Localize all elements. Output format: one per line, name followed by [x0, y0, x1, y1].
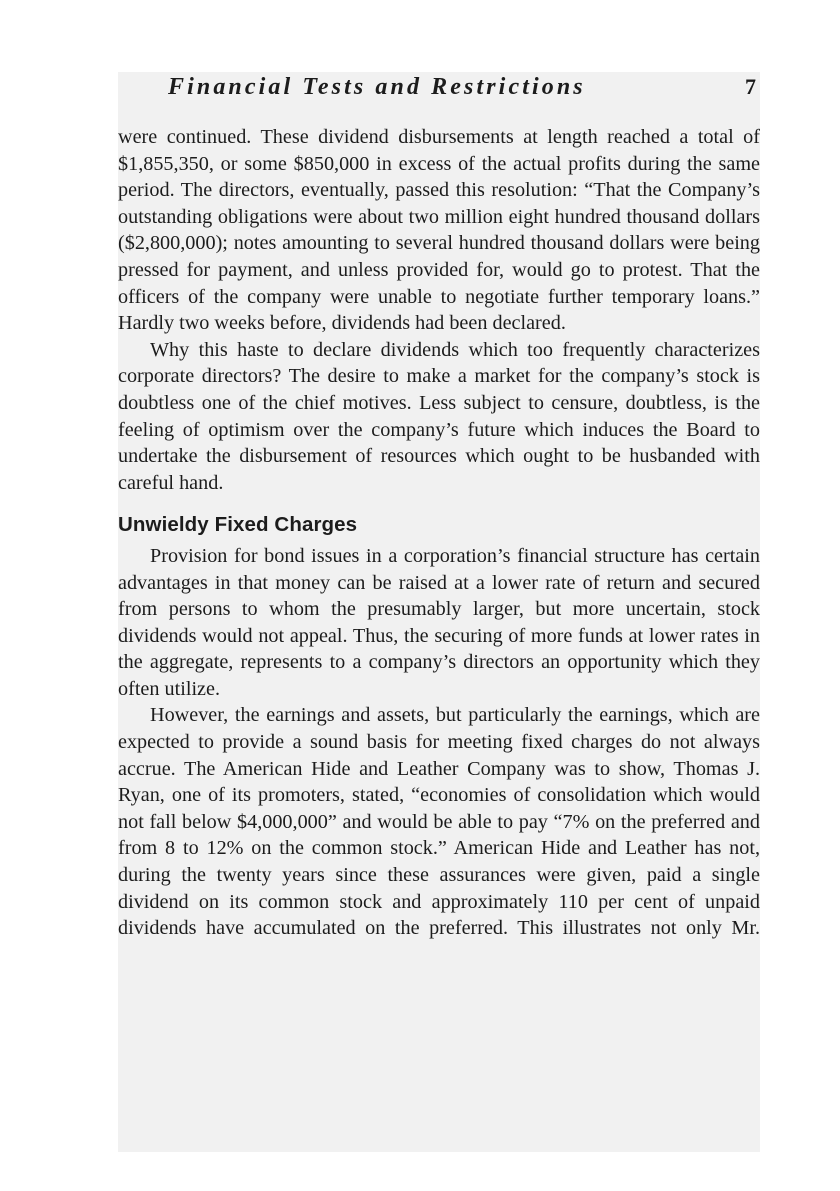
- body-text: [118, 124, 760, 942]
- paragraph-dividend-disbursements: were continued. These dividend disbursements at length reached a total of $1,855,350, or some $850,000 in excess of the actual profits during the same period. The directors, eventually, passed this resolution: “That the Company’s outstanding obligations were about two million eight hundred thousand dollars ($2,800,000); notes amounting to several hundred thousand dollars were being pressed for payment, and unless provided for, would go to protest. That the officers of the company were unable to negotiate further temporary loans.” Hardly two weeks before, dividends had been declared.: [118, 126, 760, 335]
- paragraph-haste-to-declare: Why this haste to declare dividends which too frequently characterizes corporate directors? The desire to make a market for the company’s stock is doubtless one of the chief motives. Less subject to censure, doubtless, is the feeling of optimism over the company’s future which induces the Board to undertake the disbursement of resources which ought to be husbanded with careful hand.: [118, 338, 760, 494]
- page-number: 7: [745, 74, 756, 99]
- book-page: [118, 72, 760, 1152]
- running-head: [168, 74, 756, 108]
- paragraph-earnings-and-assets: However, the earnings and assets, but particularly the earnings, which are expected to provide a sound basis for meeting fixed charges do not always accrue. The American Hide and Leather Company was to show, Thomas J. Ryan, one of its promoters, stated, “economies of consolidation which would not fall below $4,000,000” and would be able to pay “7% on the preferred and from 8 to 12% on the common stock.” American Hide and Leather has not, during the twenty years since these assurances were given, paid a single dividend on its common stock and approximately 110 per cent of unpaid dividends have accumulated on the preferred. This illustrates not only Mr.: [118, 704, 760, 940]
- chapter-title: Financial Tests and Restrictions: [168, 74, 586, 100]
- section-heading: Unwieldy Fixed Charges: [118, 513, 358, 537]
- paragraph-bond-issues: Provision for bond issues in a corporation’s financial structure has certain advantages in that money can be raised at a lower rate of return and secured from persons to whom the presumably larger, but more uncertain, stock dividends would not appeal. Thus, the securing of more funds at lower rates in the aggregate, represents to a company’s directors an opportunity which they often utilize.: [118, 544, 760, 700]
